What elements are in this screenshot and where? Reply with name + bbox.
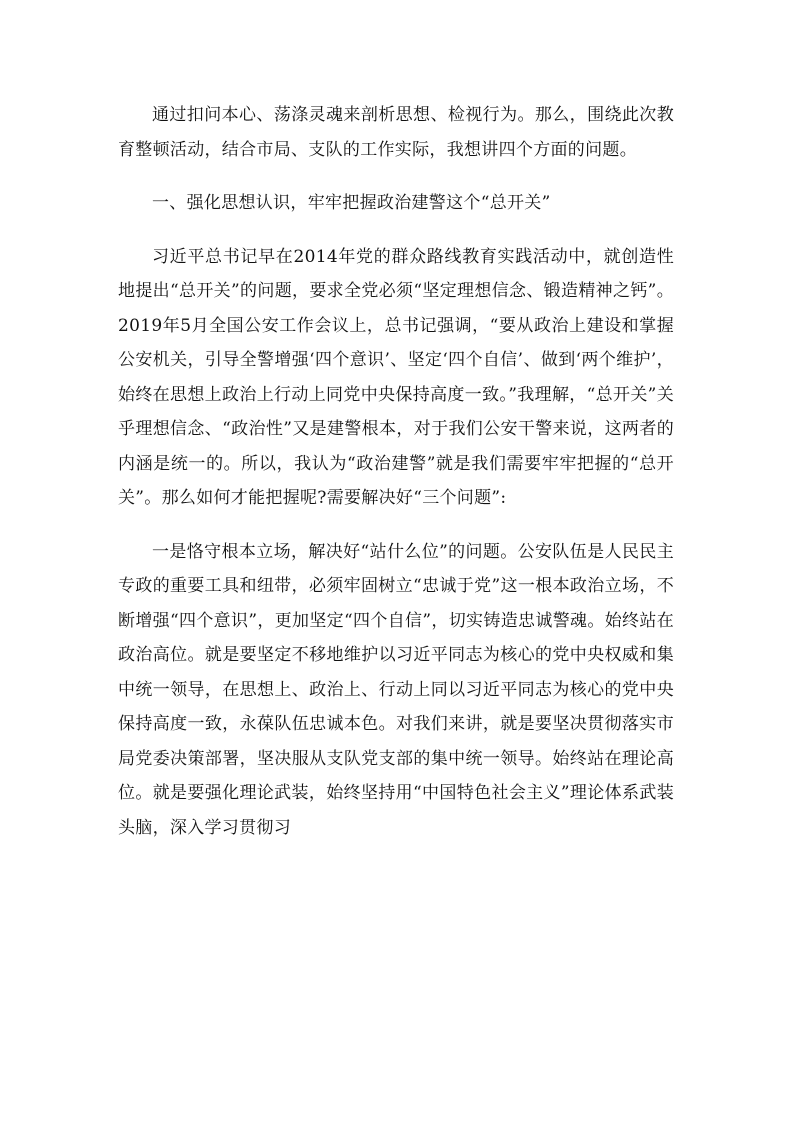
paragraph-total-switch: 习近平总书记早在2014年党的群众路线教育实践活动中，就创造性地提出“总开关”的问题，要求全党必须“坚定理想信念、锻造精神之钙”。2019年5月全国公安工作会议上，总书记强调，“要从政治上建设和掌握公安机关，引导全警增强‘四个意识’、坚定‘四个自信’、做到‘两个维护’，始终在思想上政治上行动上同党中央保持高度一致。”我理解，“总开关”关乎理想信念、“政治性”又是建警根本，对于我们公安干警来说，这两者的内涵是统一的。所以，我认为“政治建警”就是我们需要牢牢把握的“总开关”。那么如何才能把握呢?需要解决好“三个问题”:	[118, 246, 674, 508]
paragraph-political-stance: 一是恪守根本立场，解决好“站什么位”的问题。公安队伍是人民民主专政的重要工具和纽带，必须牢固树立“忠诚于党”这一根本政治立场，不断增强“四个意识”，更加坚定“四个自信”，切实铸造忠诚警魂。始终站在政治高位。就是要坚定不移地维护以习近平同志为核心的党中央权威和集中统一领导，在思想上、政治上、行动上同以习近平同志为核心的党中央保持高度一致，永葆队伍忠诚本色。对我们来讲，就是要坚决贯彻落实市局党委决策部署，坚决服从支队党支部的集中统一领导。始终站在理论高位。就是要强化理论武装，始终坚持用“中国特色社会主义”理论体系武装头脑，深入学习贯彻习	[118, 541, 674, 838]
document-body	[118, 98, 674, 845]
section-heading: 一、强化思想认识，牢牢把握政治建警这个“总开关”	[152, 193, 551, 213]
paragraph-intro: 通过扣问本心、荡涤灵魂来剖析思想、检视行为。那么，围绕此次教育整顿活动，结合市局、支队的工作实际，我想讲四个方面的问题。	[118, 105, 674, 160]
